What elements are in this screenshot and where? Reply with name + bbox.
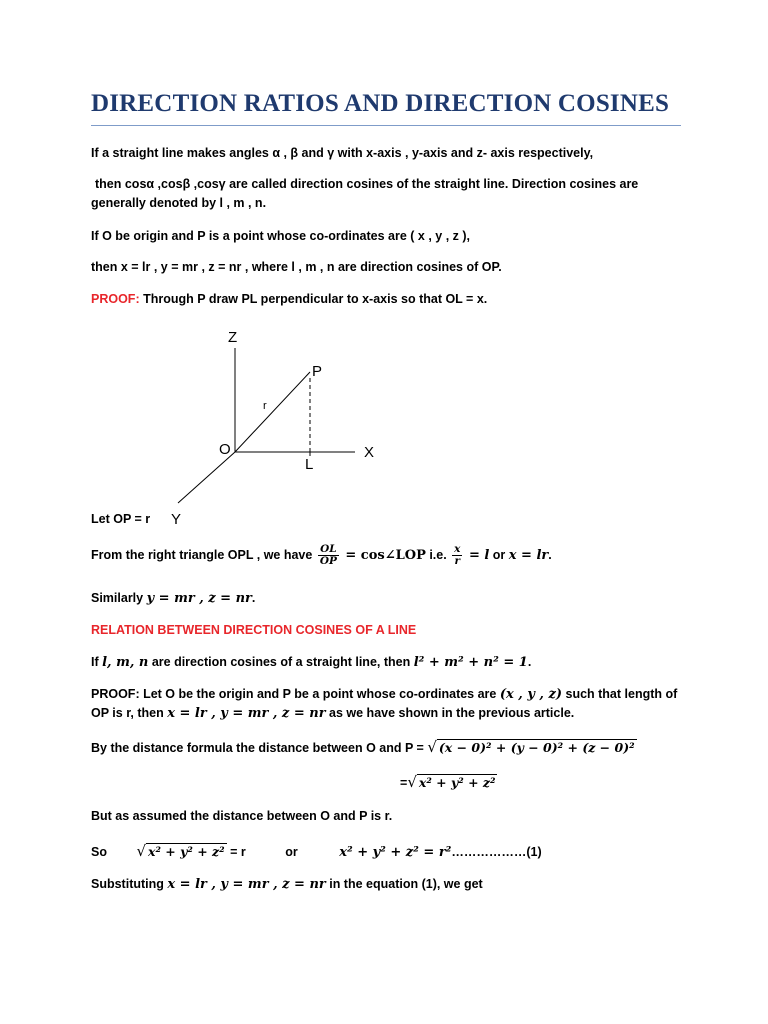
triangle-pre: From the right triangle OPL , we have <box>91 547 316 562</box>
label-p: P <box>312 363 323 380</box>
so-sqrt <box>136 842 226 862</box>
distance2-sqrt <box>407 773 497 793</box>
so-label: So <box>91 845 107 859</box>
relation-mid: are direction cosines of a straight line, then <box>148 655 414 669</box>
or-text: or <box>489 547 509 562</box>
let-op-text: Let OP = r <box>91 512 151 526</box>
cos-lop: = cos∠LOP <box>340 547 426 563</box>
proof2-pre: PROOF: Let O be the origin and P be a point whose co-ordinates are <box>91 687 500 701</box>
so-sqrt-expression: x² + y² + z² <box>148 844 225 859</box>
assumed-paragraph: But as assumed the distance between O and P is r. <box>91 809 393 823</box>
sqrt-symbol-2: √ <box>407 773 417 791</box>
similarly-equation: y = mr , z = nr <box>146 591 252 606</box>
proof2-mid: such that length of OP is r, then <box>91 687 678 720</box>
axes-diagram <box>160 320 420 535</box>
substituting-paragraph <box>91 875 483 894</box>
relation-pre: If <box>91 655 103 669</box>
relation-paragraph <box>91 653 531 672</box>
page-title: DIRECTION RATIOS AND DIRECTION COSINES <box>91 90 670 117</box>
similarly-pre: Similarly <box>91 591 147 605</box>
paragraph-direction-cosines: then cosα ,cosβ ,cosγ are called direction cosines of the straight line. Direction cosines are generally denoted by l , m , n. <box>91 177 639 210</box>
label-r: r <box>263 400 267 412</box>
paragraph-origin: If O be origin and P is a point whose co-ordinates are ( x , y , z ), <box>91 229 471 243</box>
label-z: Z <box>228 329 238 346</box>
substituting-equation: x = lr , y = mr , z = nr <box>167 877 326 892</box>
title-underline <box>91 125 681 126</box>
proof-text: Through P draw PL perpendicular to x-axis so that OL = x. <box>139 292 488 306</box>
relation-end: . <box>527 655 532 669</box>
relation-equation: l² + m² + n² = 1 <box>413 655 528 670</box>
label-x: X <box>364 444 375 461</box>
relation-heading: RELATION BETWEEN DIRECTION COSINES OF A LINE <box>91 623 417 637</box>
sqrt-symbol: √ <box>427 738 437 756</box>
relation-vars: l, m, n <box>102 655 149 670</box>
paragraph-coordinates: then x = lr , y = mr , z = nr , where l , m , n are direction cosines of OP. <box>91 260 502 274</box>
proof2-coords: (x , y , z) <box>499 687 563 702</box>
distance-sqrt <box>427 738 636 758</box>
distance2-paragraph <box>400 773 497 793</box>
similarly-end: . <box>251 591 256 605</box>
so-or: or <box>285 845 298 859</box>
fraction-ol-op <box>318 544 339 567</box>
fraction-den-r: r <box>454 555 461 567</box>
sqrt-symbol-3: √ <box>136 842 147 860</box>
op-line <box>235 372 310 452</box>
fraction-num-x: x <box>454 543 461 555</box>
equation-number: ………………(1) <box>451 845 542 859</box>
triangle-end: . <box>548 547 552 562</box>
distance-paragraph <box>91 738 637 758</box>
similarly-paragraph <box>91 589 255 608</box>
distance2-expression: x² + y² + z² <box>418 775 496 790</box>
proof2-equation: x = lr , y = mr , z = nr <box>167 706 326 721</box>
y-axis-line <box>178 452 235 503</box>
proof2-end: as we have shown in the previous article. <box>325 706 575 720</box>
proof2-paragraph <box>91 685 681 723</box>
label-y: Y <box>171 511 182 528</box>
substituting-end: in the equation (1), we get <box>325 877 483 891</box>
so-equation: x² + y² + z² = r² <box>339 845 452 860</box>
so-equals-r: = r <box>226 845 246 859</box>
fraction-num-ol: OL <box>318 544 339 556</box>
fraction-x-r <box>452 544 462 567</box>
paragraph-angles: If a straight line makes angles α , β and γ with x-axis , y-axis and z- axis respectively, <box>91 146 594 160</box>
label-o: O <box>219 441 231 458</box>
ie-text: i.e. <box>425 547 451 562</box>
equals-l: = l <box>464 547 490 563</box>
x-equals-lr: x = lr <box>508 547 549 563</box>
label-l: L <box>305 456 314 473</box>
substituting-pre: Substituting <box>91 877 168 891</box>
distance-expression: (x − 0)² + (y − 0)² + (z − 0)² <box>438 740 635 755</box>
fraction-den-op: OP <box>319 555 337 567</box>
proof-label: PROOF: <box>91 292 140 306</box>
so-paragraph <box>91 842 691 862</box>
distance-pre: By the distance formula the distance between O and P = <box>91 741 428 755</box>
distance2-pre: = <box>400 776 408 790</box>
triangle-paragraph <box>91 544 552 567</box>
proof-paragraph <box>91 290 487 309</box>
